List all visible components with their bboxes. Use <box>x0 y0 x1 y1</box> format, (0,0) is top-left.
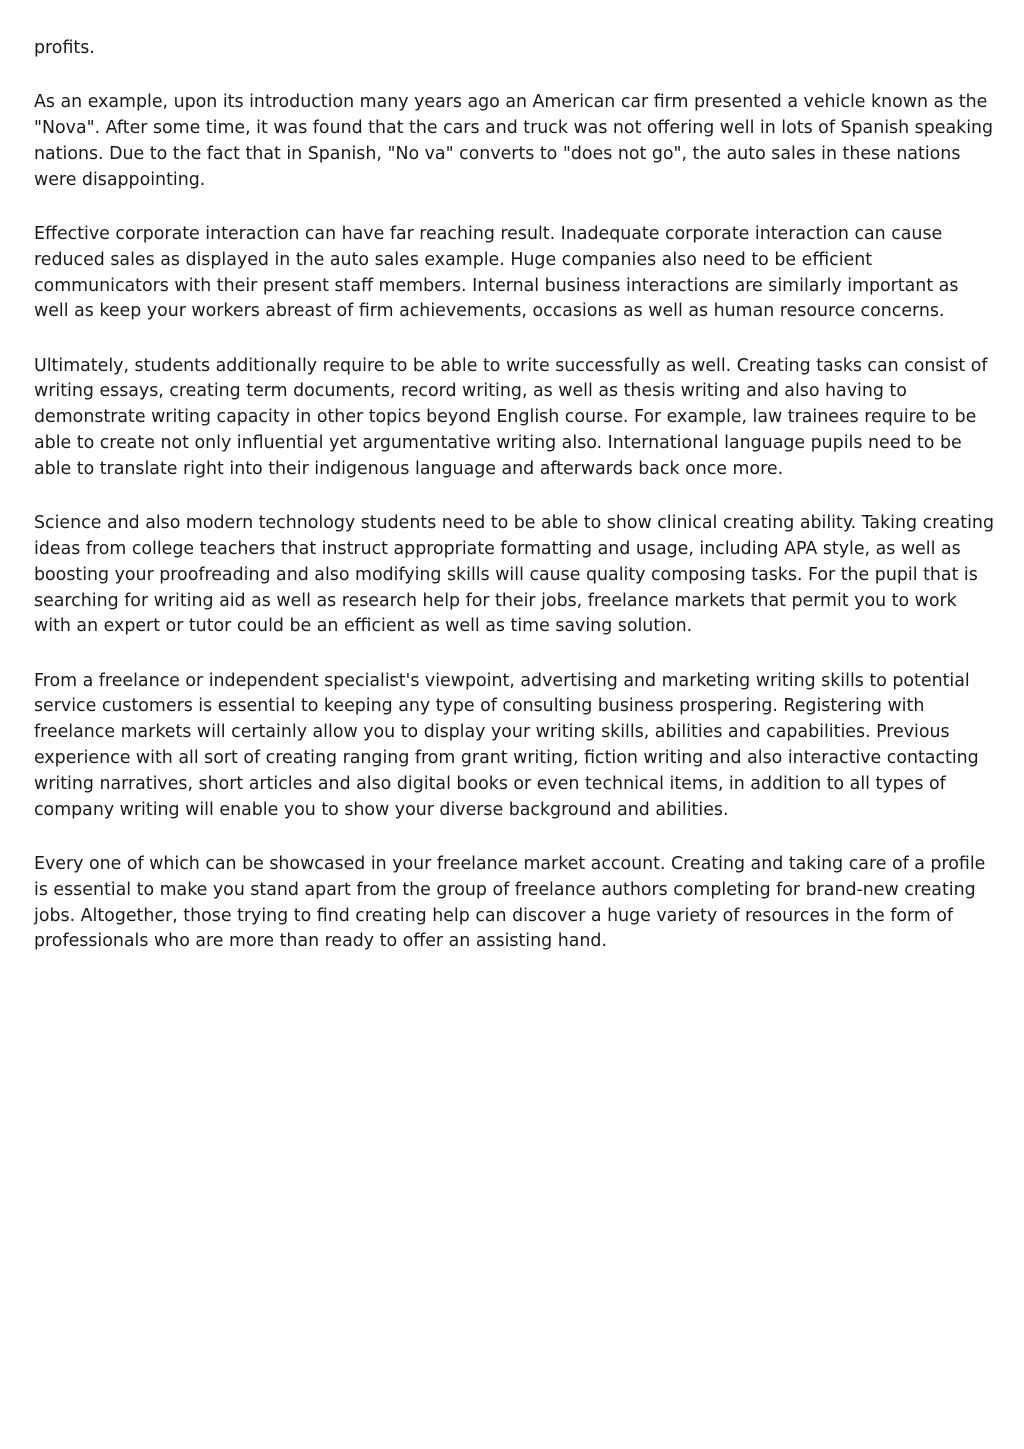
paragraph-7: Every one of which can be showcased in your freelance market account. Creating and taking care of a profile is essential to make you stand apart from the group of freelance authors completing for brand-new creating jobs. Altogether, those trying to find creating help can discover a huge variety of resources in the form of professionals who are more than ready to offer an assisting hand. <box>34 853 986 952</box>
paragraph-1: profits. <box>34 38 95 58</box>
paragraph-2: As an example, upon its introduction many years ago an American car firm presented a vehicle known as the "Nova". After some time, it was found that the cars and truck was not offering well in lots of Spanish speaking nations. Due to the fact that in Spanish, "No va" converts to "does not go", the auto sales in these nations were disappointing. <box>34 92 994 190</box>
paragraph-4: Ultimately, students additionally require to be able to write successfully as well. Creating tasks can consist of writing essays, creating term documents, record writing, as well as thesis writing and also having to demonstrate writing capacity in other topics beyond English course. For example, law trainees require to be able to create not only influential yet argumentative writing also. International language pupils need to be able to translate right into their indigenous language and afterwards back once more. <box>34 355 988 479</box>
paragraph-5: Science and also modern technology students need to be able to show clinical creating ability. Taking creating ideas from college teachers that instruct appropriate formatting and usage, including APA style, as well as boosting your proofreading and also modifying skills will cause quality composing tasks. For the pupil that is searching for writing aid as well as research help for their jobs, freelance markets that permit you to work with an expert or tutor could be an efficient as well as time saving solution. <box>34 513 994 637</box>
paragraph-3: Effective corporate interaction can have far reaching result. Inadequate corporate interaction can cause reduced sales as displayed in the auto sales example. Huge companies also need to be efficient communicators with their present staff members. Internal business interactions are similarly important as well as keep your workers abreast of firm achievements, occasions as well as human resource concerns. <box>34 223 959 322</box>
paragraph-6: From a freelance or independent specialist's viewpoint, advertising and marketing writing skills to potential service customers is essential to keeping any type of consulting business prospering. Registering with freelance markets will certainly allow you to display your writing skills, abilities and capabilities. Previous experience with all sort of creating ranging from grant writing, fiction writing and also interactive contacting writing narratives, short articles and also digital books or even technical items, in addition to all types of company writing will enable you to show your diverse background and abilities. <box>34 670 979 820</box>
document-page <box>34 36 994 984</box>
